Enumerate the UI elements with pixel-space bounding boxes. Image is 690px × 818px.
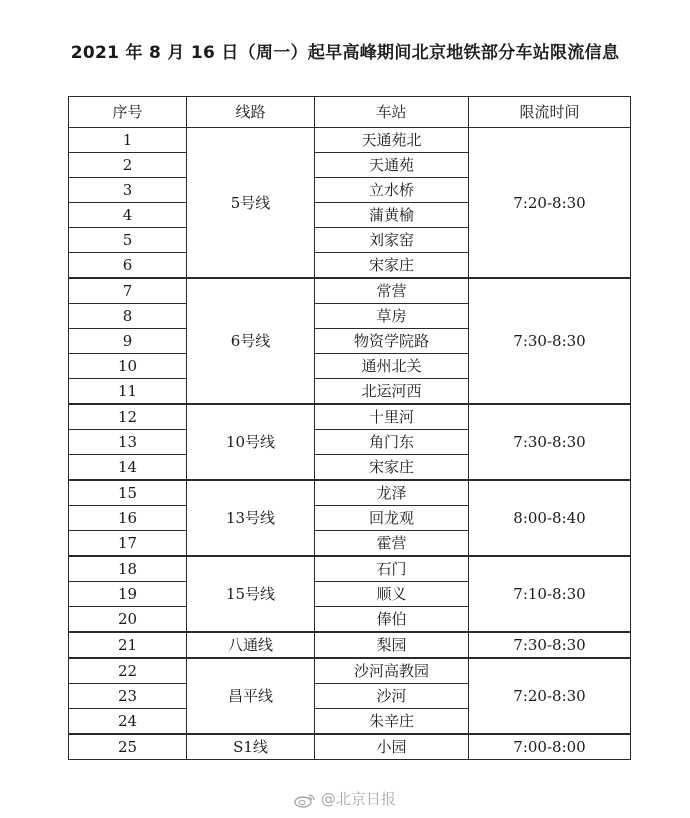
cell-index: 6 [69,253,187,279]
cell-station: 天通苑北 [315,128,469,153]
cell-time: 7:00-8:00 [469,734,631,760]
table-row [69,480,631,506]
cell-index: 23 [69,684,187,709]
cell-station: 十里河 [315,404,469,430]
restriction-table [68,96,631,760]
cell-station: 朱辛庄 [315,709,469,735]
cell-time: 7:10-8:30 [469,556,631,632]
cell-index: 22 [69,658,187,684]
cell-station: 顺义 [315,582,469,607]
cell-station: 立水桥 [315,178,469,203]
cell-station: 龙泽 [315,480,469,506]
cell-station: 宋家庄 [315,253,469,279]
cell-index: 1 [69,128,187,153]
weibo-icon [294,792,316,808]
cell-station: 草房 [315,304,469,329]
cell-station: 宋家庄 [315,455,469,481]
header-time: 限流时间 [469,97,631,128]
cell-station: 常营 [315,278,469,304]
cell-station: 北运河西 [315,379,469,405]
cell-index: 3 [69,178,187,203]
cell-station: 梨园 [315,632,469,658]
cell-index: 21 [69,632,187,658]
cell-time: 7:30-8:30 [469,404,631,480]
cell-index: 2 [69,153,187,178]
cell-index: 10 [69,354,187,379]
cell-line: S1线 [187,734,315,760]
cell-station: 沙河 [315,684,469,709]
cell-index: 4 [69,203,187,228]
header-station: 车站 [315,97,469,128]
header-index: 序号 [69,97,187,128]
watermark-text: @北京日报 [320,790,396,808]
cell-index: 5 [69,228,187,253]
cell-line: 6号线 [187,278,315,404]
table-row [69,278,631,304]
table-body [69,128,631,760]
cell-line: 昌平线 [187,658,315,734]
cell-station: 天通苑 [315,153,469,178]
table-row [69,658,631,684]
cell-index: 14 [69,455,187,481]
cell-time: 7:30-8:30 [469,278,631,404]
cell-index: 12 [69,404,187,430]
cell-station: 回龙观 [315,506,469,531]
cell-time: 7:20-8:30 [469,128,631,279]
cell-index: 18 [69,556,187,582]
source-watermark [0,788,690,809]
cell-index: 13 [69,430,187,455]
table-header-row [69,97,631,128]
table-row [69,556,631,582]
cell-index: 16 [69,506,187,531]
cell-index: 24 [69,709,187,735]
cell-station: 小园 [315,734,469,760]
table-row [69,632,631,658]
cell-index: 25 [69,734,187,760]
cell-index: 11 [69,379,187,405]
cell-line: 5号线 [187,128,315,279]
cell-station: 蒲黄榆 [315,203,469,228]
cell-index: 20 [69,607,187,633]
cell-index: 9 [69,329,187,354]
cell-station: 角门东 [315,430,469,455]
header-line: 线路 [187,97,315,128]
cell-line: 13号线 [187,480,315,556]
cell-station: 俸伯 [315,607,469,633]
cell-station: 物资学院路 [315,329,469,354]
cell-time: 7:20-8:30 [469,658,631,734]
cell-station: 刘家窑 [315,228,469,253]
cell-index: 19 [69,582,187,607]
cell-time: 8:00-8:40 [469,480,631,556]
cell-line: 10号线 [187,404,315,480]
cell-line: 八通线 [187,632,315,658]
cell-station: 石门 [315,556,469,582]
cell-station: 霍营 [315,531,469,557]
page-title: 2021 年 8 月 16 日（周一）起早高峰期间北京地铁部分车站限流信息 [70,43,620,63]
cell-index: 15 [69,480,187,506]
cell-station: 通州北关 [315,354,469,379]
cell-index: 8 [69,304,187,329]
cell-index: 7 [69,278,187,304]
table-row [69,404,631,430]
table-row [69,128,631,153]
cell-line: 15号线 [187,556,315,632]
cell-time: 7:30-8:30 [469,632,631,658]
cell-station: 沙河高教园 [315,658,469,684]
cell-index: 17 [69,531,187,557]
table-row [69,734,631,760]
